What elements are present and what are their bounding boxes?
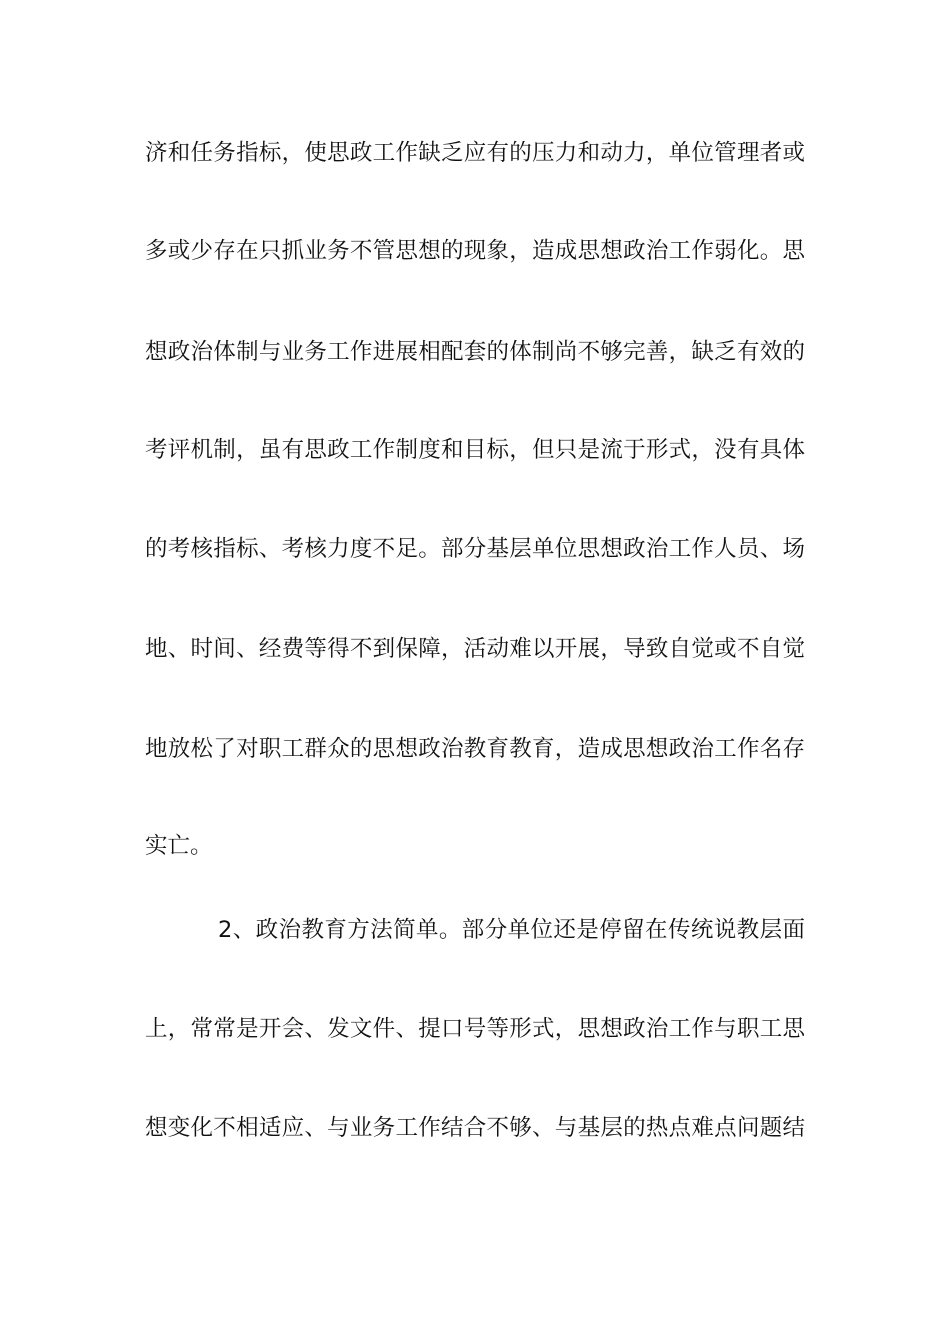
paragraph-line-last: 实亡。 <box>145 833 213 859</box>
paragraph-line: 上，常常是开会、发文件、提口号等形式，思想政治工作与职工思 <box>145 1016 805 1042</box>
paragraph-line: 地、时间、经费等得不到保障，活动难以开展，导致自觉或不自觉 <box>145 636 805 662</box>
paragraph-line: 的考核指标、考核力度不足。部分基层单位思想政治工作人员、场 <box>145 536 805 562</box>
paragraph-line: 多或少存在只抓业务不管思想的现象，造成思想政治工作弱化。思 <box>145 238 805 264</box>
paragraph-line: 考评机制，虽有思政工作制度和目标，但只是流于形式，没有具体 <box>145 437 805 463</box>
paragraph-first-line: 2、政治教育方法简单。部分单位还是停留在传统说教层面 <box>218 917 805 943</box>
paragraph-line: 济和任务指标，使思政工作缺乏应有的压力和动力，单位管理者或 <box>145 140 805 166</box>
paragraph-line: 想政治体制与业务工作进展相配套的体制尚不够完善，缺乏有效的 <box>145 339 805 365</box>
paragraph-line: 想变化不相适应、与业务工作结合不够、与基层的热点难点问题结 <box>145 1115 805 1141</box>
paragraph-line: 地放松了对职工群众的思想政治教育教育，造成思想政治工作名存 <box>145 736 805 762</box>
